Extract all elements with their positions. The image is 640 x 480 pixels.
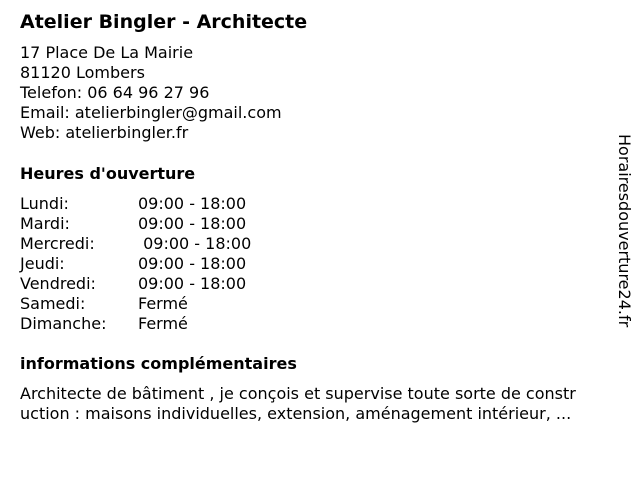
- street-address: 17 Place De La Mairie: [20, 43, 194, 62]
- hours-row-friday: [20, 274, 251, 294]
- business-title: Atelier Bingler - Architecte: [20, 11, 308, 33]
- day-label: Lundi:: [20, 194, 69, 213]
- time-value: 09:00 - 18:00: [138, 234, 252, 253]
- city-postal: 81120 Lombers: [20, 63, 145, 82]
- time-value: Fermé: [138, 314, 188, 333]
- email-address: Email: atelierbingler@gmail.com: [20, 103, 282, 122]
- opening-hours-table: [20, 194, 251, 334]
- time-value: Fermé: [138, 294, 188, 313]
- hours-row-thursday: [20, 254, 251, 274]
- hours-row-wednesday: [20, 234, 251, 254]
- phone-number: Telefon: 06 64 96 27 96: [20, 83, 210, 102]
- day-label: Samedi:: [20, 294, 86, 313]
- day-label: Mardi:: [20, 214, 70, 233]
- day-label: Dimanche:: [20, 314, 107, 333]
- description-line: uction : maisons individuelles, extension, aménagement intérieur, ...: [20, 404, 572, 423]
- hours-row-tuesday: [20, 214, 251, 234]
- contact-block: [20, 43, 282, 143]
- day-label: Jeudi:: [20, 254, 65, 273]
- time-value: 09:00 - 18:00: [138, 274, 247, 293]
- hours-row-monday: [20, 194, 251, 214]
- time-value: 09:00 - 18:00: [138, 254, 247, 273]
- site-watermark: Horairesdouverture24.fr: [615, 134, 634, 328]
- business-description: [20, 384, 625, 424]
- time-value: 09:00 - 18:00: [138, 214, 247, 233]
- day-label: Mercredi:: [20, 234, 95, 253]
- description-line: Architecte de bâtiment , je conçois et supervise toute sorte de constr: [20, 384, 576, 403]
- hours-row-sunday: [20, 314, 251, 334]
- day-label: Vendredi:: [20, 274, 96, 293]
- info-heading: informations complémentaires: [20, 354, 297, 373]
- time-value: 09:00 - 18:00: [138, 194, 247, 213]
- hours-heading: Heures d'ouverture: [20, 164, 196, 183]
- website: Web: atelierbingler.fr: [20, 123, 189, 142]
- hours-row-saturday: [20, 294, 251, 314]
